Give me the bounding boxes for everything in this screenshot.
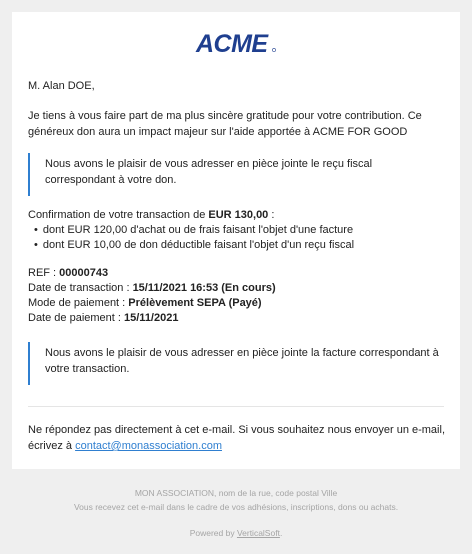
no-reply-notice xyxy=(28,422,448,454)
acme-logo-icon xyxy=(194,30,278,56)
date-row xyxy=(28,281,448,296)
payment-date-value: 15/11/2021 xyxy=(124,312,179,324)
transaction-confirmation xyxy=(28,208,448,253)
footer-address: MON ASSOCIATION, nom de la rue, code postal Ville xyxy=(134,488,338,498)
confirm-amount: EUR 130,00 xyxy=(208,209,269,221)
acme-logo xyxy=(12,30,460,59)
payment-date-row xyxy=(28,311,448,326)
receipt-callout xyxy=(28,153,442,196)
ref-value: 00000743 xyxy=(59,267,109,279)
ref-row xyxy=(28,266,448,281)
powered-suffix: . xyxy=(279,528,283,538)
date-label: Date de transaction : xyxy=(28,282,133,294)
intro-paragraph: Je tiens à vous faire part de ma plus sincère gratitude pour votre contribution. Ce généreux don aura un impact majeur sur l'aide apportée à ACME FOR GOOD xyxy=(28,110,422,138)
transaction-details xyxy=(28,266,448,326)
confirm-prefix: Confirmation de votre transaction de xyxy=(28,209,209,221)
list-item: • dont EUR 120,00 d'achat ou de frais faisant l'objet d'une facture xyxy=(28,223,448,238)
footer-notice: Vous recevez cet e-mail dans le cadre de vos adhésions, inscriptions, dons ou achats. xyxy=(73,502,399,512)
greeting: M. Alan DOE, xyxy=(28,80,95,92)
powered-by xyxy=(0,528,472,538)
amount-breakdown-list xyxy=(28,223,448,253)
invoice-callout xyxy=(28,342,442,385)
confirm-suffix: : xyxy=(268,209,275,221)
payment-mode-value: Prélèvement SEPA (Payé) xyxy=(128,297,262,309)
powered-prefix: Powered by xyxy=(189,528,237,538)
email-card xyxy=(12,12,460,469)
svg-text:ACME: ACME xyxy=(196,30,268,56)
payment-mode-row xyxy=(28,296,448,311)
invoice-callout-text: Nous avons le plaisir de vous adresser en pièce jointe la facture correspondant à votre transaction. xyxy=(45,347,439,375)
footer xyxy=(0,486,472,514)
payment-mode-label: Mode de paiement : xyxy=(28,297,129,309)
receipt-callout-text: Nous avons le plaisir de vous adresser en pièce jointe le reçu fiscal correspondant à votre don. xyxy=(45,158,373,186)
no-reply-text: Ne répondez pas directement à cet e-mail. Si vous souhaitez nous envoyer un e-mail, écrivez à xyxy=(28,424,445,452)
contact-email-link[interactable]: contact@monassociation.com xyxy=(75,440,222,452)
verticalsoft-link[interactable]: VerticalSoft xyxy=(236,528,280,538)
ref-label: REF : xyxy=(28,267,60,279)
payment-date-label: Date de paiement : xyxy=(28,312,125,324)
list-item: • dont EUR 10,00 de don déductible faisant l'objet d'un reçu fiscal xyxy=(28,238,448,253)
date-value: 15/11/2021 16:53 (En cours) xyxy=(132,282,276,294)
divider xyxy=(28,406,444,407)
